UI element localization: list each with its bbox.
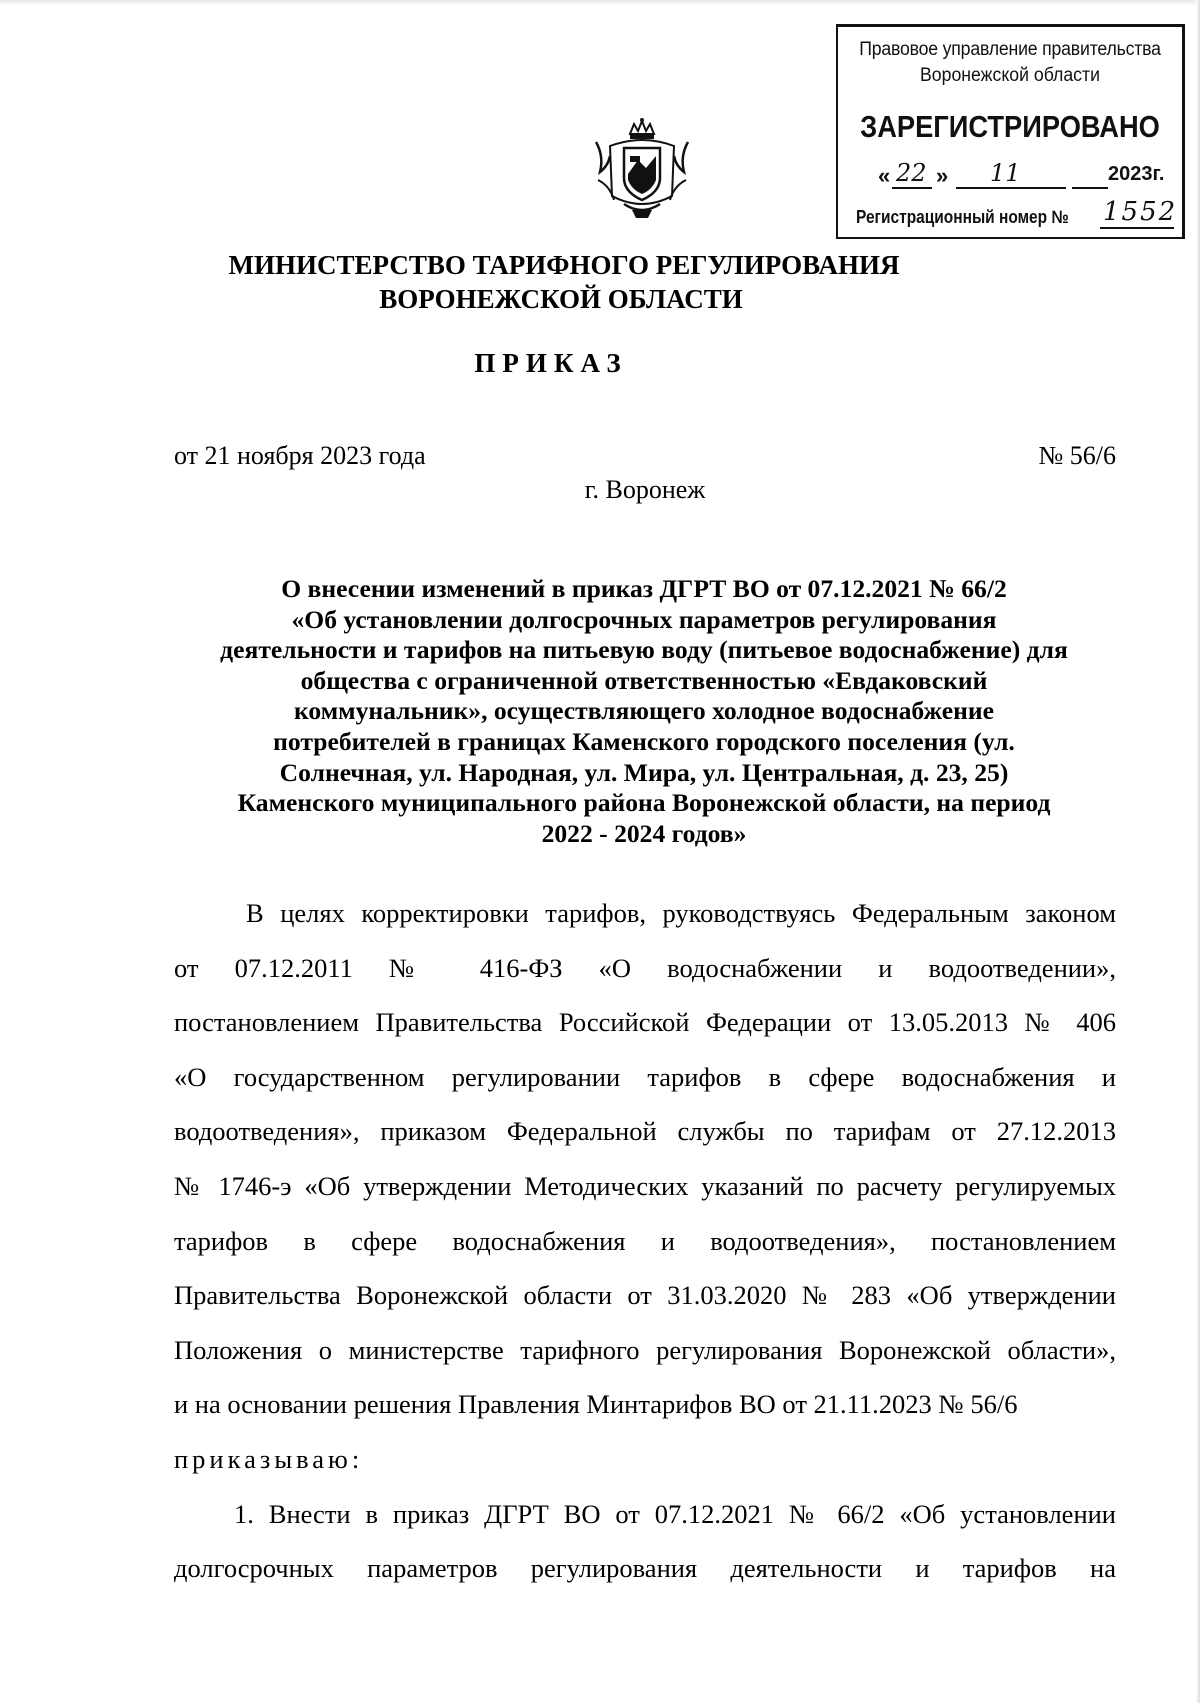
body-line: 1. Внести в приказ ДГРТ ВО от 07.12.2021 № 66/2 «Об установлении (234, 1498, 1116, 1529)
ministry-name-line1: МИНИСТЕРСТВО ТАРИФНОГО РЕГУЛИРОВАНИЯ (228, 250, 900, 280)
stamp-date-underline (1072, 187, 1108, 189)
body-line: от 07.12.2011 № 416-ФЗ «О водоснабжении и водоотведении», (174, 952, 1116, 983)
stamp-date-month: 11 (990, 159, 1021, 187)
title-line: «Об установлении долгосрочных параметров регулирования (291, 604, 997, 634)
stamp-date-close-quote: » (936, 163, 949, 188)
stamp-reg-number-underline (1100, 227, 1174, 229)
stamp-reg-number: 1552 (1103, 197, 1178, 227)
stamp-reg-number-label: Регистрационный номер № (856, 207, 1069, 227)
stamp-date-day: 22 (896, 159, 927, 187)
title-line: коммунальник», осуществляющего холодное водоснабжение (294, 696, 994, 726)
coat-of-arms-icon (590, 116, 694, 220)
stamp-date-year: 2023г. (1108, 163, 1165, 185)
body-line: постановлением Правительства Российской Федерации от 13.05.2013 № 406 (174, 1007, 1116, 1038)
stamp-date (878, 159, 1168, 193)
body-line: Положения о министерстве тарифного регулирования Воронежской области», (174, 1334, 1116, 1365)
issue-city-label: г. Воронеж (584, 475, 706, 504)
title-line: 2022 - 2024 годов» (541, 818, 747, 848)
body-line: тарифов в сфере водоснабжения и водоотведения», постановлением (174, 1225, 1116, 1256)
title-line: О внесении изменений в приказ ДГРТ ВО от 07.12.2021 № 66/2 (281, 574, 1007, 603)
stamp-date-underline (956, 187, 1066, 189)
order-body (174, 898, 1116, 1608)
title-line: Солнечная, ул. Народная, ул. Мира, ул. Центральная, д. 23, 25) (279, 757, 1009, 787)
body-line: долгосрочных параметров регулирования деятельности и тарифов на (174, 1553, 1116, 1584)
order-number: № 56/6 (1038, 441, 1116, 470)
stamp-authority-line2: Воронежской области (920, 65, 1100, 86)
body-line: «О государственном регулировании тарифов в сфере водоснабжения и (174, 1061, 1116, 1092)
body-line: № 1746-э «Об утверждении Методических указаний по расчету регулируемых (174, 1170, 1116, 1201)
body-line: Правительства Воронежской области от 31.03.2020 № 283 «Об утверждении (174, 1280, 1116, 1311)
document-type-label: ПРИКАЗ (474, 348, 628, 378)
title-line: деятельности и тарифов на питьевую воду (питьевое водоснабжение) для (220, 635, 1068, 665)
order-directive: приказываю: (174, 1443, 364, 1474)
document-type-heading (0, 348, 1200, 379)
body-line: и на основании решения Правления Минтарифов ВО от 21.11.2023 № 56/6 (174, 1389, 1018, 1420)
title-line: потребителей в границах Каменского городского поселения (ул. (273, 726, 1015, 756)
stamp-date-open-quote: « (878, 163, 891, 188)
title-line: Каменского муниципального района Воронежской области, на период (237, 788, 1051, 818)
order-date: от 21 ноября 2023 года (174, 441, 426, 470)
body-line: водоотведения», приказом Федеральной службы по тарифам от 27.12.2013 (174, 1116, 1116, 1147)
scan-edge (0, 0, 1200, 6)
order-title (170, 574, 1118, 849)
stamp-registered-label: ЗАРЕГИСТРИРОВАНО (860, 109, 1160, 144)
stamp-date-underline (892, 187, 932, 189)
title-line: общества с ограниченной ответственностью «Евдаковский (300, 665, 988, 695)
ministry-name-line2: ВОРОНЕЖСКОЙ ОБЛАСТИ (379, 284, 743, 314)
registration-stamp (836, 24, 1185, 239)
issue-city (0, 475, 1200, 505)
stamp-authority-line1: Правовое управление правительства (859, 39, 1161, 60)
body-line: В целях корректировки тарифов, руководствуясь Федеральным законом (246, 898, 1116, 928)
ministry-name (0, 248, 1200, 316)
